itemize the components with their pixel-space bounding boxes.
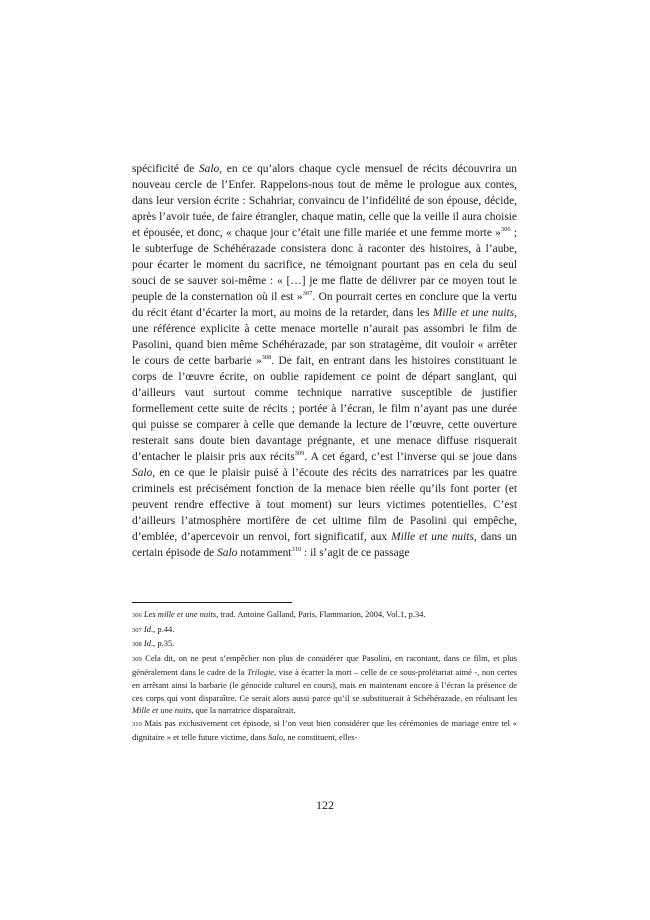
footnote-text: ., p.35. [150,638,175,649]
footnote-ref-310[interactable]: 310 [291,546,302,554]
footnote-number: 307 [132,626,142,634]
footnote-text: , ne constituent, elles- [283,732,358,743]
page-number: 122 [316,798,334,812]
footnote-number: 309 [132,655,142,663]
footnote-310 [132,717,517,744]
body-text-segment: , en ce qu’alors chaque cycle mensuel de récits découvrira un nouveau cercle de l’Enfer. Rappelons-nous tout de même le prologue aux contes, dans leur version écrite : Schahriar, convaincu de l’infidélité de son épouse, décide, après l’avoir tuée, de faire étrangler, chaque matin, celle que la veille il aura choisie et épousée, et donc, « chaque jour c’était une fille mariée et une femme morte » [132,163,517,239]
italic-title: Salo [217,547,238,559]
body-text-segment: . De fait, en entrant dans les histoires constituant le corps de l’œuvre écrite, on oublie rapidement ce point de départ sanglant, qui d’ailleurs vaut surtout comme technique narrative susceptible de justifier formellement cette suite de récits ; portée à l’écran, le film n’ayant pas une durée qui puisse se comparer à celle que demande la lecture de l’œuvre, cette ouverture resterait sans doute bien davantage prégnante, et une menace diffuse risquerait d’entacher le plaisir pris aux récits [132,355,517,463]
footnote-307 [132,623,517,638]
body-text-segment: notamment [237,547,292,559]
body-text-segment: : il s’agit de ce passage [301,547,410,559]
footnote-separator [132,602,292,603]
footnote-number: 308 [132,641,142,649]
body-text-segment: spécificité de [132,163,199,175]
footnote-ref-307[interactable]: 307 [302,290,313,298]
body-text-segment: , dans un certain épisode de [132,531,517,559]
footnote-ref-306[interactable]: 306 [500,226,511,234]
body-text-segment: , une référence explicite à cette menace mortelle n’aurait pas assombri le film de Pasolini, quand bien même Schéhérazade, par son stratagème, dit vouloir « arrêter le cours de cette barbarie » [132,307,517,367]
footnote-number: 310 [132,720,142,728]
body-text-segment: . On pourrait certes en conclure que la vertu du récit étant d’écarter la mort, au moins de la retarder, dans les [132,291,517,319]
footnote-text: , trad. Antoine Galland, Paris, Flammarion, 2004, Vol.1, p.34. [216,609,426,619]
footnote-text: , vise à écarter la mort – celle de ce sous-prolétariat aimé -, non certes en arrêtant ainsi la barbarie (le génocide culturel en cours), mais en maintenant encore à l’écran la présence de ces corps qui vont disparaître. Ce serait alors aussi parce qu’il se substituerait à Schéhérazade, en réalisant les [132,667,517,703]
footnote-ref-309[interactable]: 309 [294,450,305,458]
italic-title: Salo [132,467,153,479]
italic-title: Les mille et une nuits [143,609,217,619]
footnote-number: 306 [132,612,142,619]
body-text-segment: . A cet égard, c’est l’inverse qui se joue dans [304,451,517,463]
italic-abbrev: Id [143,638,151,649]
footnote-ref-308[interactable]: 308 [261,354,272,362]
italic-abbrev: Id [143,623,151,634]
italic-title: Mille et une nuits [391,531,474,543]
italic-title: Trilogie [247,667,275,678]
body-text-segment: , en ce que le plaisir puisé à l’écoute des récits des narratrices par les quatre criminels est précisément fonction de la menace bien réelle qu’ils font porter (et peuvent rendre effective à tout moment) sur leurs victimes potentielles. C’est d’ailleurs l’atmosphère mortifère de cet ultime film de Pasolini qui empêche, d’emblée, d’apercevoir un renvoi, fort significatif, aux [132,467,517,543]
body-paragraph [132,161,517,561]
footnote-text: Cela dit, on ne peut s’empêcher non plus de considérer que Pasolini, en racontant, dans ce film, et plus généralement dans le cadre de la [132,652,517,678]
footnote-308 [132,637,517,652]
footnotes [132,608,517,744]
italic-title: Mille et une nuits [132,705,192,716]
footnote-text: , que la narratrice disparaîtrait. [191,705,296,716]
footnote-text: ., p.44. [150,623,175,634]
italic-title: Salo [267,732,284,743]
footnote-309 [132,652,517,717]
footnote-306 [132,608,517,623]
italic-title: Salo [198,163,220,175]
italic-title: Mille et une nuits [432,307,515,319]
footnote-text: Mais pas exclusivement cet épisode, si l’on veut bien considérer que les cérémonies de mariage entre tel « dignitaire » et telle future victime, dans [132,717,517,743]
body-text-segment: ; le subterfuge de Schéhérazade consistera donc à raconter des histoires, à l’aube, pour écarter le moment du sacrifice, ne témoignant pourtant pas en cela du seul souci de se sauver soi-même : « […] je me flatte de délivrer par ce moyen tout le peuple de la consternation où il est » [132,227,517,303]
